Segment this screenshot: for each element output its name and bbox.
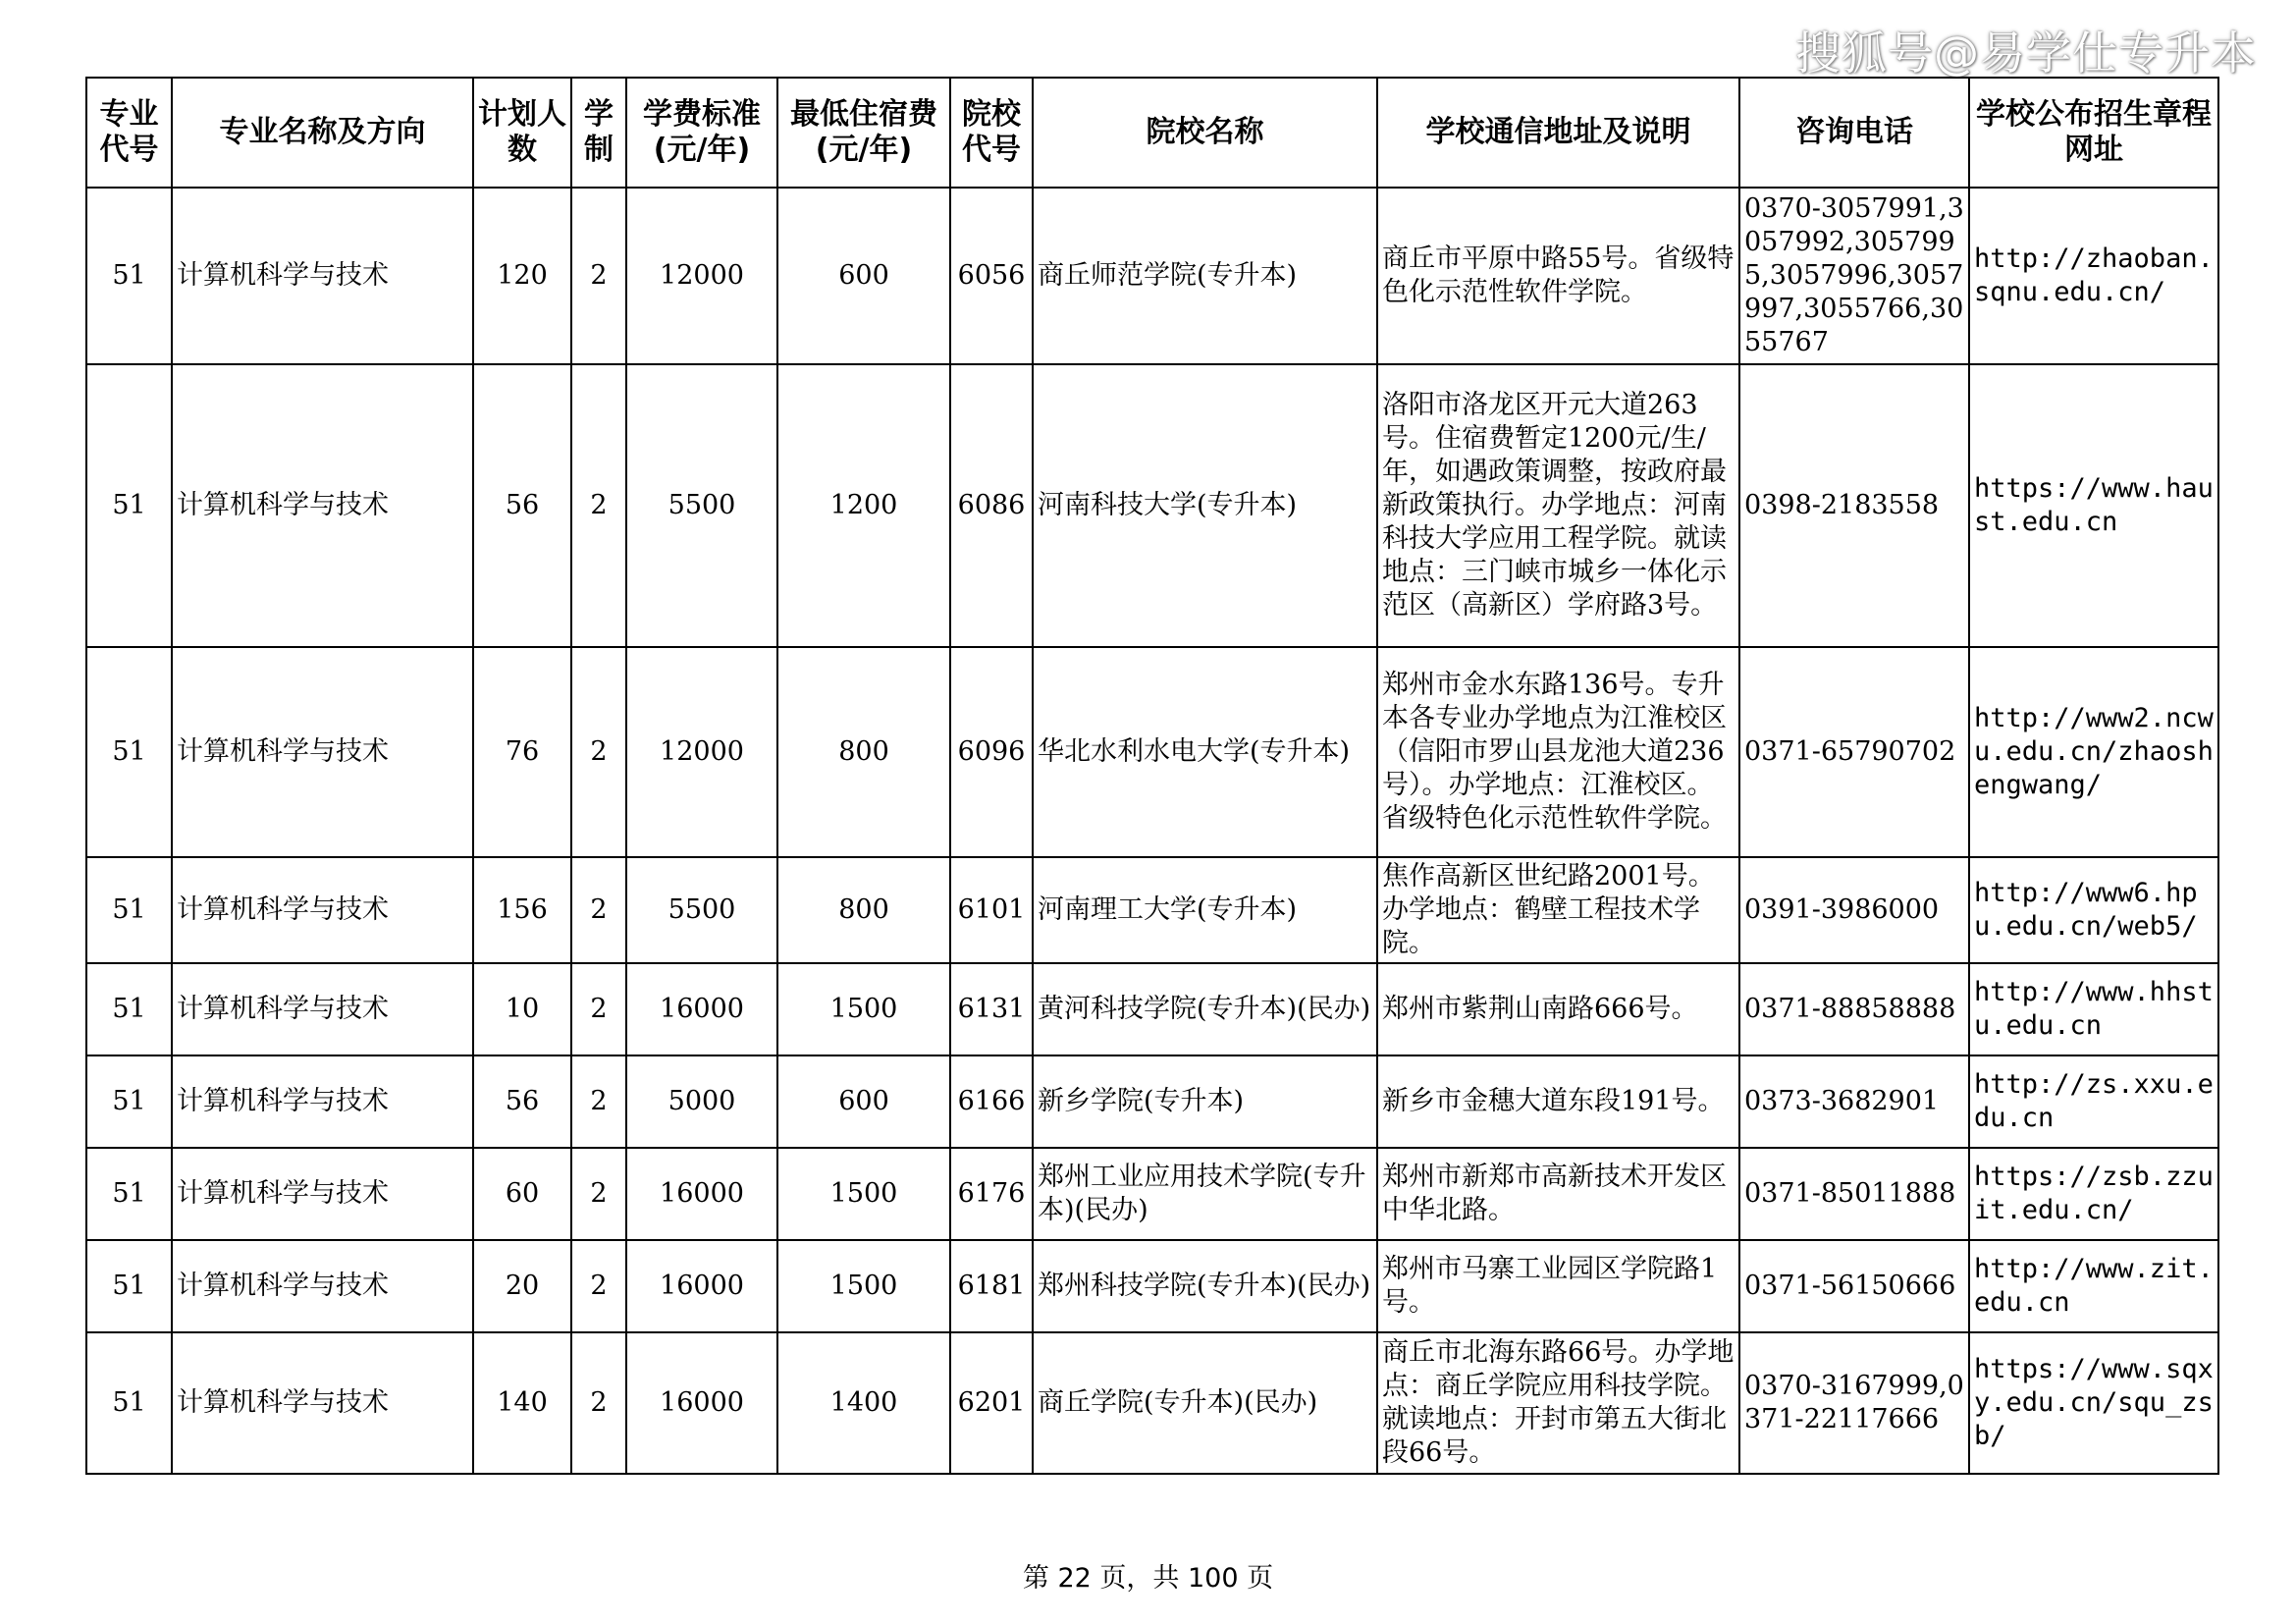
cell-major: 计算机科学与技术 bbox=[172, 188, 473, 364]
cell-tuition: 16000 bbox=[626, 1240, 777, 1332]
header-plan: 计划人数 bbox=[473, 78, 571, 188]
table-header-row bbox=[86, 78, 2218, 188]
cell-years: 2 bbox=[571, 364, 626, 647]
cell-dorm: 1500 bbox=[777, 963, 950, 1055]
cell-address: 洛阳市洛龙区开元大道263号。住宿费暂定1200元/生/年，如遇政策调整，按政府最新政策执行。办学地点：河南科技大学应用工程学院。就读地点：三门峡市城乡一体化示范区（高新区）学府路3号。 bbox=[1377, 364, 1739, 647]
header-dorm: 最低住宿费(元/年) bbox=[777, 78, 950, 188]
table-row bbox=[86, 1148, 2218, 1240]
cell-school-code: 6101 bbox=[950, 857, 1033, 963]
cell-plan: 156 bbox=[473, 857, 571, 963]
cell-years: 2 bbox=[571, 1240, 626, 1332]
cell-years: 2 bbox=[571, 857, 626, 963]
cell-school-name: 郑州科技学院(专升本)(民办) bbox=[1033, 1240, 1377, 1332]
admission-plan-table bbox=[85, 77, 2219, 1475]
cell-school-name: 华北水利水电大学(专升本) bbox=[1033, 647, 1377, 857]
cell-plan: 76 bbox=[473, 647, 571, 857]
cell-url: http://zs.xxu.edu.cn bbox=[1969, 1055, 2218, 1148]
cell-school-code: 6096 bbox=[950, 647, 1033, 857]
cell-years: 2 bbox=[571, 647, 626, 857]
cell-plan: 120 bbox=[473, 188, 571, 364]
cell-dorm: 600 bbox=[777, 1055, 950, 1148]
cell-school-code: 6201 bbox=[950, 1332, 1033, 1474]
cell-tuition: 5500 bbox=[626, 857, 777, 963]
cell-school-name: 郑州工业应用技术学院(专升本)(民办) bbox=[1033, 1148, 1377, 1240]
cell-plan: 56 bbox=[473, 1055, 571, 1148]
cell-url: http://www2.ncwu.edu.cn/zhaoshengwang/ bbox=[1969, 647, 2218, 857]
cell-major: 计算机科学与技术 bbox=[172, 1055, 473, 1148]
header-address: 学校通信地址及说明 bbox=[1377, 78, 1739, 188]
cell-school-name: 新乡学院(专升本) bbox=[1033, 1055, 1377, 1148]
cell-url: http://www6.hpu.edu.cn/web5/ bbox=[1969, 857, 2218, 963]
cell-years: 2 bbox=[571, 1148, 626, 1240]
cell-phone: 0373-3682901 bbox=[1739, 1055, 1969, 1148]
cell-school-code: 6181 bbox=[950, 1240, 1033, 1332]
table-row bbox=[86, 647, 2218, 857]
cell-address: 商丘市平原中路55号。省级特色化示范性软件学院。 bbox=[1377, 188, 1739, 364]
cell-plan: 20 bbox=[473, 1240, 571, 1332]
cell-school-code: 6166 bbox=[950, 1055, 1033, 1148]
cell-tuition: 16000 bbox=[626, 1148, 777, 1240]
cell-school-code: 6056 bbox=[950, 188, 1033, 364]
cell-plan: 60 bbox=[473, 1148, 571, 1240]
cell-url: http://zhaoban.sqnu.edu.cn/ bbox=[1969, 188, 2218, 364]
cell-code: 51 bbox=[86, 364, 172, 647]
cell-phone: 0370-3167999,0371-22117666 bbox=[1739, 1332, 1969, 1474]
cell-tuition: 12000 bbox=[626, 647, 777, 857]
cell-dorm: 1500 bbox=[777, 1148, 950, 1240]
cell-phone: 0371-88858888 bbox=[1739, 963, 1969, 1055]
cell-code: 51 bbox=[86, 1055, 172, 1148]
cell-tuition: 16000 bbox=[626, 1332, 777, 1474]
cell-phone: 0371-65790702 bbox=[1739, 647, 1969, 857]
cell-major: 计算机科学与技术 bbox=[172, 1148, 473, 1240]
watermark: 搜狐号@易学仕专升本 bbox=[1795, 27, 2257, 80]
cell-school-code: 6176 bbox=[950, 1148, 1033, 1240]
cell-phone: 0371-85011888 bbox=[1739, 1148, 1969, 1240]
cell-major: 计算机科学与技术 bbox=[172, 364, 473, 647]
cell-major: 计算机科学与技术 bbox=[172, 647, 473, 857]
header-tuition: 学费标准(元/年) bbox=[626, 78, 777, 188]
header-school-name: 院校名称 bbox=[1033, 78, 1377, 188]
cell-url: https://www.sqxy.edu.cn/squ_zsb/ bbox=[1969, 1332, 2218, 1474]
cell-school-code: 6086 bbox=[950, 364, 1033, 647]
table-row bbox=[86, 963, 2218, 1055]
cell-dorm: 1500 bbox=[777, 1240, 950, 1332]
table-row bbox=[86, 364, 2218, 647]
table-row bbox=[86, 1055, 2218, 1148]
cell-tuition: 16000 bbox=[626, 963, 777, 1055]
cell-url: http://www.hhstu.edu.cn bbox=[1969, 963, 2218, 1055]
cell-years: 2 bbox=[571, 1055, 626, 1148]
cell-tuition: 12000 bbox=[626, 188, 777, 364]
cell-dorm: 1400 bbox=[777, 1332, 950, 1474]
cell-code: 51 bbox=[86, 963, 172, 1055]
cell-code: 51 bbox=[86, 1240, 172, 1332]
cell-phone: 0391-3986000 bbox=[1739, 857, 1969, 963]
cell-dorm: 1200 bbox=[777, 364, 950, 647]
header-years: 学制 bbox=[571, 78, 626, 188]
header-phone: 咨询电话 bbox=[1739, 78, 1969, 188]
cell-address: 郑州市新郑市高新技术开发区中华北路。 bbox=[1377, 1148, 1739, 1240]
cell-school-code: 6131 bbox=[950, 963, 1033, 1055]
cell-code: 51 bbox=[86, 1332, 172, 1474]
header-url: 学校公布招生章程网址 bbox=[1969, 78, 2218, 188]
cell-address: 郑州市马寨工业园区学院路1号。 bbox=[1377, 1240, 1739, 1332]
cell-major: 计算机科学与技术 bbox=[172, 963, 473, 1055]
cell-url: http://www.zit.edu.cn bbox=[1969, 1240, 2218, 1332]
cell-major: 计算机科学与技术 bbox=[172, 1332, 473, 1474]
cell-phone: 0371-56150666 bbox=[1739, 1240, 1969, 1332]
cell-school-name: 黄河科技学院(专升本)(民办) bbox=[1033, 963, 1377, 1055]
header-code: 专业代号 bbox=[86, 78, 172, 188]
cell-dorm: 600 bbox=[777, 188, 950, 364]
cell-phone: 0398-2183558 bbox=[1739, 364, 1969, 647]
cell-address: 商丘市北海东路66号。办学地点：商丘学院应用科技学院。就读地点：开封市第五大街北段66号。 bbox=[1377, 1332, 1739, 1474]
cell-address: 郑州市金水东路136号。专升本各专业办学地点为江淮校区（信阳市罗山县龙池大道236号）。办学地点：江淮校区。省级特色化示范性软件学院。 bbox=[1377, 647, 1739, 857]
cell-phone: 0370-3057991,3057992,3057995,3057996,3057997,3055766,3055767 bbox=[1739, 188, 1969, 364]
table-row bbox=[86, 1332, 2218, 1474]
cell-tuition: 5000 bbox=[626, 1055, 777, 1148]
cell-school-name: 河南理工大学(专升本) bbox=[1033, 857, 1377, 963]
cell-code: 51 bbox=[86, 188, 172, 364]
table-row bbox=[86, 1240, 2218, 1332]
cell-major: 计算机科学与技术 bbox=[172, 857, 473, 963]
cell-major: 计算机科学与技术 bbox=[172, 1240, 473, 1332]
cell-plan: 10 bbox=[473, 963, 571, 1055]
page-number: 第 22 页，共 100 页 bbox=[1022, 1563, 1274, 1594]
cell-plan: 56 bbox=[473, 364, 571, 647]
header-school-code: 院校代号 bbox=[950, 78, 1033, 188]
cell-code: 51 bbox=[86, 647, 172, 857]
header-major: 专业名称及方向 bbox=[172, 78, 473, 188]
cell-plan: 140 bbox=[473, 1332, 571, 1474]
cell-address: 郑州市紫荆山南路666号。 bbox=[1377, 963, 1739, 1055]
cell-school-name: 商丘师范学院(专升本) bbox=[1033, 188, 1377, 364]
cell-years: 2 bbox=[571, 963, 626, 1055]
cell-address: 新乡市金穗大道东段191号。 bbox=[1377, 1055, 1739, 1148]
cell-url: https://www.haust.edu.cn bbox=[1969, 364, 2218, 647]
table-row bbox=[86, 188, 2218, 364]
cell-code: 51 bbox=[86, 857, 172, 963]
cell-code: 51 bbox=[86, 1148, 172, 1240]
cell-school-name: 河南科技大学(专升本) bbox=[1033, 364, 1377, 647]
cell-years: 2 bbox=[571, 188, 626, 364]
cell-tuition: 5500 bbox=[626, 364, 777, 647]
cell-dorm: 800 bbox=[777, 647, 950, 857]
cell-url: https://zsb.zzuit.edu.cn/ bbox=[1969, 1148, 2218, 1240]
cell-address: 焦作高新区世纪路2001号。办学地点：鹤壁工程技术学院。 bbox=[1377, 857, 1739, 963]
page-footer bbox=[0, 1556, 2296, 1595]
table-row bbox=[86, 857, 2218, 963]
cell-years: 2 bbox=[571, 1332, 626, 1474]
cell-school-name: 商丘学院(专升本)(民办) bbox=[1033, 1332, 1377, 1474]
cell-dorm: 800 bbox=[777, 857, 950, 963]
